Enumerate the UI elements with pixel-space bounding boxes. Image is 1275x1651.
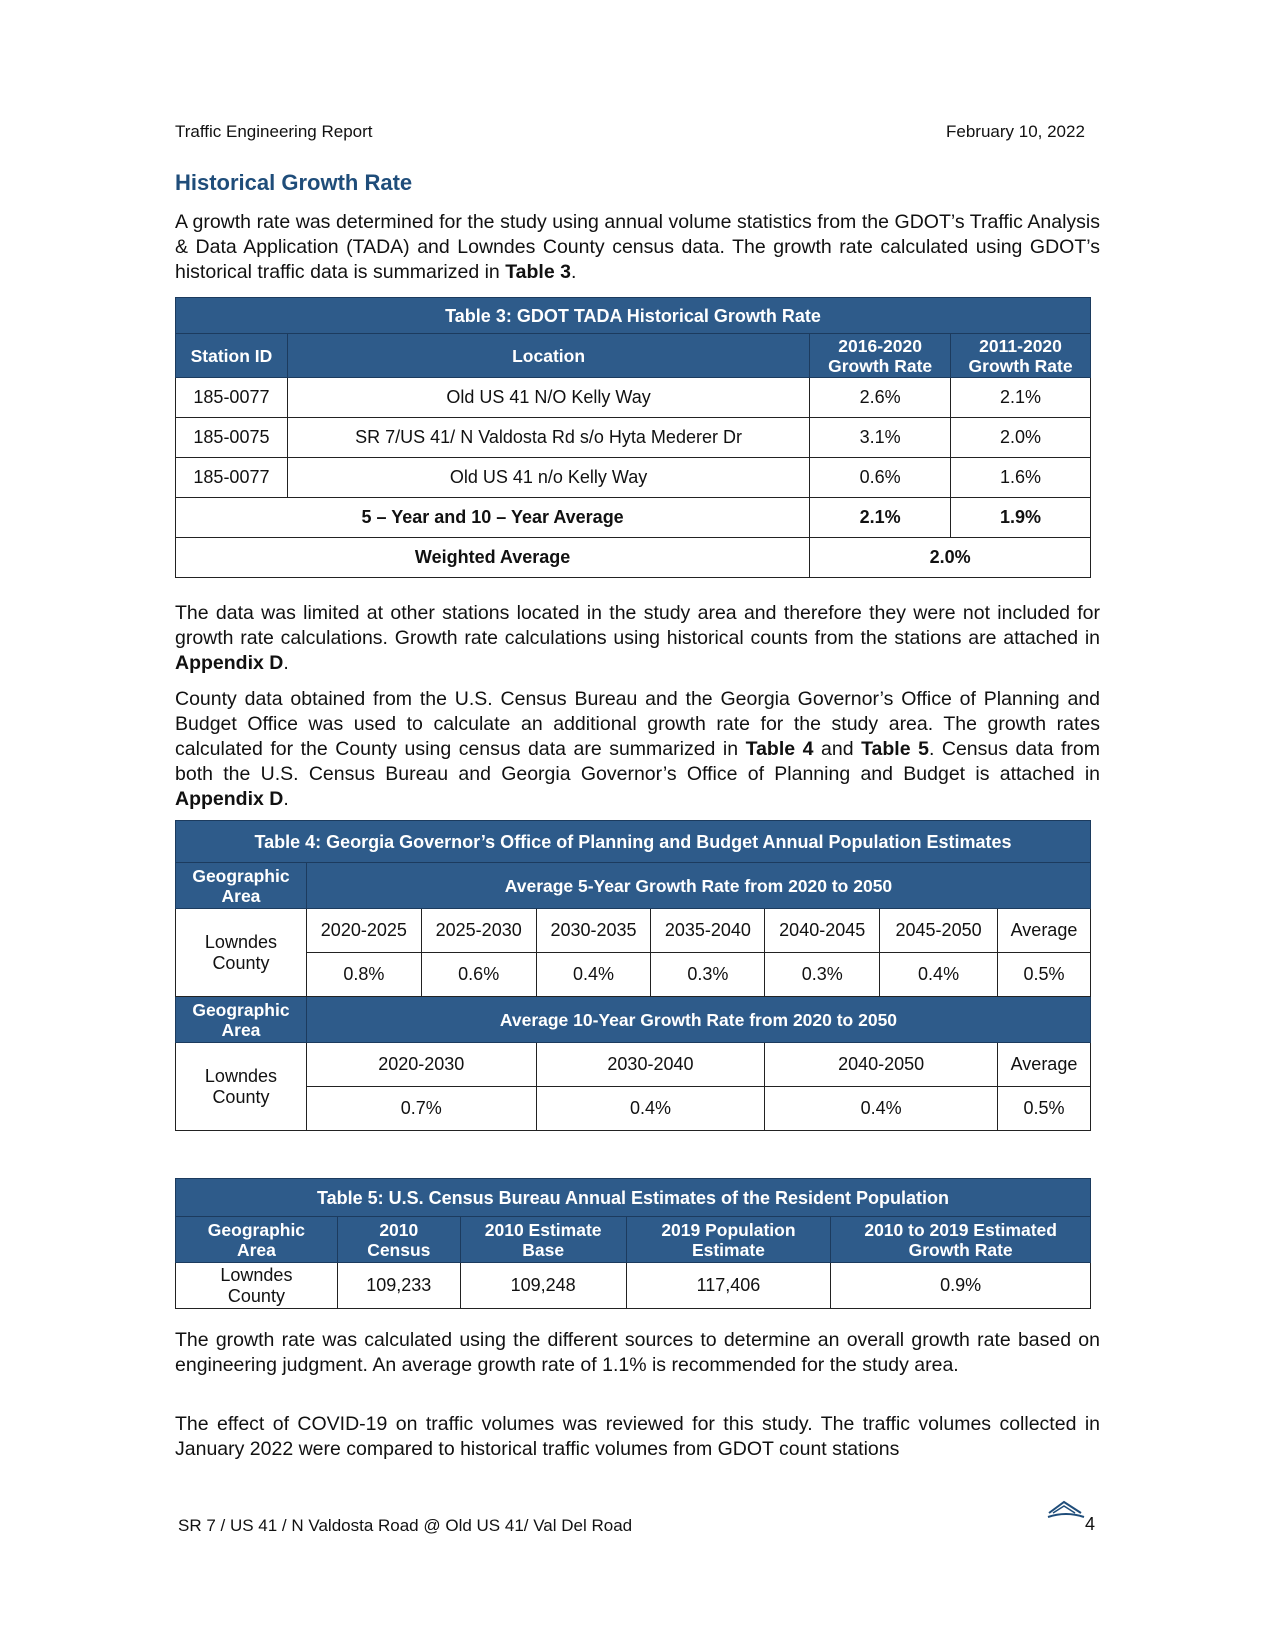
- page-number: 4: [1085, 1514, 1096, 1534]
- rate-cell: 0.4%: [765, 1087, 998, 1131]
- period-cell: 2035-2040: [651, 909, 765, 953]
- table-row: [176, 1263, 1091, 1309]
- paragraph-5: The effect of COVID-19 on traffic volumes was reviewed for this study. The traffic volumes collected in January 2022 were compared to historical traffic volumes from GDOT count stations: [175, 1413, 1100, 1460]
- rate-cell: 0.8%: [306, 953, 421, 997]
- rate-cell: 0.4%: [880, 953, 998, 997]
- average-10yr: 1.9%: [951, 498, 1091, 538]
- table-row: [176, 378, 1091, 418]
- period-cell: 2025-2030: [421, 909, 536, 953]
- period-cell: 2030-2040: [536, 1043, 765, 1087]
- rate-cell: 0.3%: [765, 953, 880, 997]
- geographic-area-header: Geographic Area: [176, 863, 307, 909]
- census-value: 109,233: [337, 1263, 460, 1309]
- population-estimate-value: 117,406: [626, 1263, 831, 1309]
- rate-cell: 2.6%: [810, 378, 951, 418]
- weighted-average-label: Weighted Average: [176, 538, 810, 578]
- station-cell: 185-0077: [176, 378, 288, 418]
- period-cell: 2045-2050: [880, 909, 998, 953]
- location-cell: Old US 41 N/O Kelly Way: [287, 378, 809, 418]
- rate-cell: 0.4%: [536, 1087, 765, 1131]
- rate-cell: 2.1%: [951, 378, 1091, 418]
- geographic-area-header: Geographic Area: [176, 997, 307, 1043]
- table-5: [175, 1178, 1091, 1309]
- footer-text: SR 7 / US 41 / N Valdosta Road @ Old US 41/ Val Del Road: [178, 1516, 633, 1535]
- rate-cell: 0.5%: [997, 1087, 1090, 1131]
- period-cell: Average: [997, 909, 1090, 953]
- paragraph-1: A growth rate was determined for the study using annual volume statistics from the GDOT’s Traffic Analysis & Data Application (TADA) and Lowndes County census data. The growth rate calculated using GDOT’s historical traffic data is summarized in Table 3.: [175, 211, 1100, 283]
- estimate-base-value: 109,248: [460, 1263, 626, 1309]
- station-cell: 185-0075: [176, 418, 288, 458]
- estimate-base-header: 2010 Estimate Base: [460, 1217, 626, 1263]
- rate-cell: 3.1%: [810, 418, 951, 458]
- header-left: Traffic Engineering Report: [175, 122, 373, 141]
- header-date: February 10, 2022: [946, 122, 1085, 141]
- weighted-average-value: 2.0%: [810, 538, 1091, 578]
- table-row: [176, 418, 1091, 458]
- table-row: [176, 458, 1091, 498]
- period-cell: 2020-2025: [306, 909, 421, 953]
- rate-cell: 0.6%: [810, 458, 951, 498]
- geographic-area-header: Geographic Area: [176, 1217, 338, 1263]
- section-heading: Historical Growth Rate: [175, 170, 413, 195]
- growth-rate-value: 0.9%: [831, 1263, 1091, 1309]
- period-cell: 2030-2035: [536, 909, 651, 953]
- paragraph-3: County data obtained from the U.S. Census Bureau and the Georgia Governor’s Office of Planning and Budget Office was used to calculate an additional growth rate for the study area. The growth rates calculated for the County using census data are summarized in Table 4 and Table 5. Census data from both the U.S. Census Bureau and Georgia Governor’s Office of Planning and Budget is attached in Appendix D.: [175, 688, 1101, 810]
- location-cell: SR 7/US 41/ N Valdosta Rd s/o Hyta Mederer Dr: [287, 418, 809, 458]
- rate-cell: 2.0%: [951, 418, 1091, 458]
- col-growth-2016-2020: 2016-2020 Growth Rate: [810, 334, 951, 378]
- period-cell: Average: [997, 1043, 1090, 1087]
- rate-cell: 0.4%: [536, 953, 651, 997]
- table-3-caption: Table 3: GDOT TADA Historical Growth Rate: [176, 298, 1091, 334]
- rate-cell: 0.5%: [997, 953, 1090, 997]
- table-5-caption: Table 5: U.S. Census Bureau Annual Estimates of the Resident Population: [176, 1179, 1091, 1217]
- table-4: [175, 820, 1091, 1131]
- census-2010-header: 2010 Census: [337, 1217, 460, 1263]
- rate-cell: 0.6%: [421, 953, 536, 997]
- ten-year-subheader: Average 10-Year Growth Rate from 2020 to 2050: [306, 997, 1090, 1043]
- station-cell: 185-0077: [176, 458, 288, 498]
- county-cell: Lowndes County: [176, 1043, 307, 1131]
- average-label: 5 – Year and 10 – Year Average: [176, 498, 810, 538]
- period-cell: 2040-2045: [765, 909, 880, 953]
- table-4-caption: Table 4: Georgia Governor’s Office of Planning and Budget Annual Population Estimates: [176, 821, 1091, 863]
- population-estimate-header: 2019 Population Estimate: [626, 1217, 831, 1263]
- weighted-average-row: [176, 538, 1091, 578]
- paragraph-4: The growth rate was calculated using the different sources to determine an overall growth rate based on engineering judgment. An average growth rate of 1.1% is recommended for the study area.: [175, 1329, 1100, 1376]
- five-year-subheader: Average 5-Year Growth Rate from 2020 to 2050: [306, 863, 1090, 909]
- paragraph-2: The data was limited at other stations located in the study area and therefore they were not included for growth rate calculations. Growth rate calculations using historical counts from the stations are attached in Appendix D.: [175, 602, 1100, 674]
- col-station-id: Station ID: [176, 334, 288, 378]
- average-5yr: 2.1%: [810, 498, 951, 538]
- period-cell: 2040-2050: [765, 1043, 998, 1087]
- period-cell: 2020-2030: [306, 1043, 536, 1087]
- rate-cell: 0.3%: [651, 953, 765, 997]
- rate-cell: 0.7%: [306, 1087, 536, 1131]
- average-row: [176, 498, 1091, 538]
- location-cell: Old US 41 n/o Kelly Way: [287, 458, 809, 498]
- col-growth-2011-2020: 2011-2020 Growth Rate: [951, 334, 1091, 378]
- county-cell: Lowndes County: [176, 909, 307, 997]
- table-3: [175, 297, 1091, 578]
- rate-cell: 1.6%: [951, 458, 1091, 498]
- company-logo-icon: [1047, 1498, 1085, 1520]
- col-location: Location: [287, 334, 809, 378]
- county-cell: Lowndes County: [176, 1263, 338, 1309]
- growth-rate-header: 2010 to 2019 Estimated Growth Rate: [831, 1217, 1091, 1263]
